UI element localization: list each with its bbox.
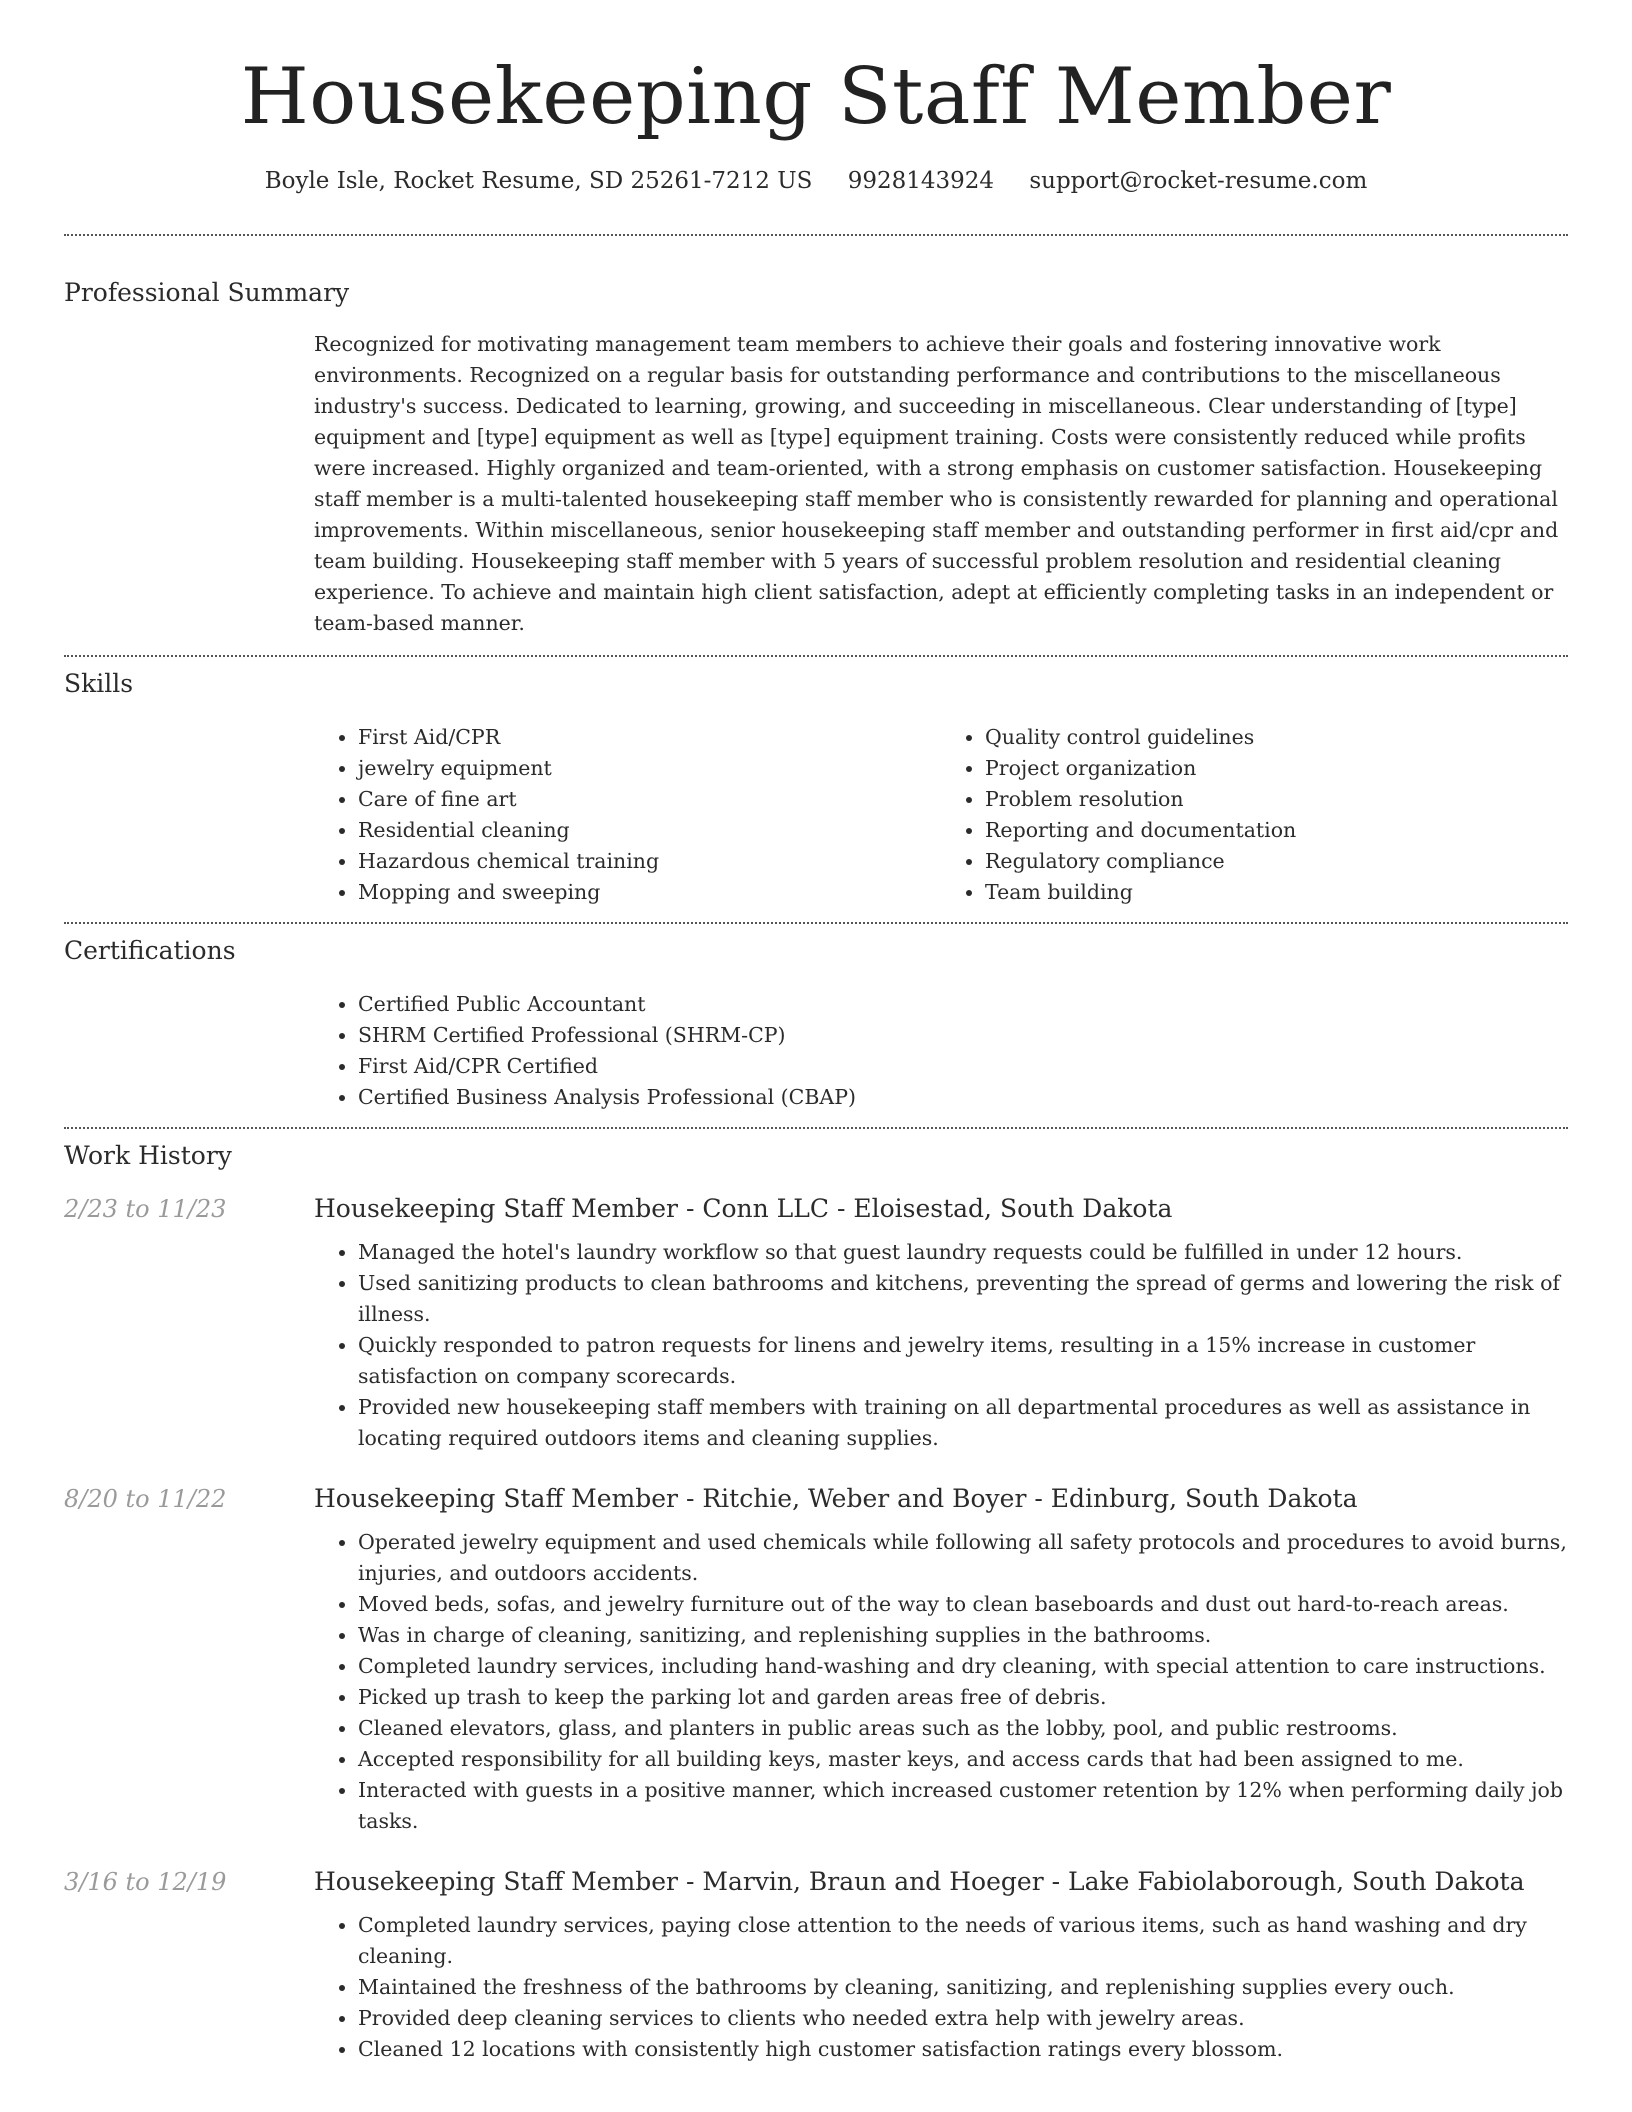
job-bullets (314, 1910, 1568, 2065)
job-entry (64, 1867, 1568, 2065)
contact-email: support@rocket-resume.com (1029, 168, 1368, 194)
job-bullet: • Provided deep cleaning services to clients who needed extra help with jewelry areas. (358, 2003, 1568, 2034)
skill-item: • Residential cleaning (358, 815, 941, 846)
job-title: Housekeeping Staff Member - Marvin, Braun and Hoeger - Lake Fabiolaborough, South Dakota (314, 1867, 1525, 1896)
skills-column-left (314, 722, 941, 908)
job-bullet: • Cleaned elevators, glass, and planters in public areas such as the lobby, pool, and public restrooms. (358, 1713, 1568, 1744)
candidate-name: Housekeeping Staff Member (240, 52, 1392, 142)
job-bullet: • Interacted with guests in a positive manner, which increased customer retention by 12% when performing daily job tasks. (358, 1775, 1568, 1837)
job-bullet: • Cleaned 12 locations with consistently high customer satisfaction ratings every blossom. (358, 2034, 1568, 2065)
contact-phone: 9928143924 (847, 168, 995, 194)
job-title: Housekeeping Staff Member - Ritchie, Weber and Boyer - Edinburg, South Dakota (314, 1484, 1358, 1513)
job-bullet: • Was in charge of cleaning, sanitizing, and replenishing supplies in the bathrooms. (358, 1620, 1568, 1651)
skill-item: • Reporting and documentation (985, 815, 1568, 846)
job-dates: 3/16 to 12/19 (64, 1868, 227, 1896)
job-dates: 8/20 to 11/22 (64, 1485, 227, 1513)
skills-column-right (941, 722, 1568, 908)
certifications-list (314, 989, 1568, 1113)
job-bullet: • Moved beds, sofas, and jewelry furniture out of the way to clean baseboards and dust out hard-to-reach areas. (358, 1589, 1568, 1620)
certifications-heading: Certifications (64, 936, 236, 965)
skill-item: • Quality control guidelines (985, 722, 1568, 753)
skill-item: • Project organization (985, 753, 1568, 784)
skill-item: • Team building (985, 877, 1568, 908)
job-bullet: • Quickly responded to patron requests for linens and jewelry items, resulting in a 15% increase in customer satisfaction on company scorecards. (358, 1330, 1568, 1392)
summary-divider (64, 655, 1568, 657)
skill-item: • Mopping and sweeping (358, 877, 941, 908)
job-bullet: • Maintained the freshness of the bathrooms by cleaning, sanitizing, and replenishing supplies every ouch. (358, 1972, 1568, 2003)
contact-address: Boyle Isle, Rocket Resume, SD 25261-7212 US (264, 168, 813, 194)
job-bullet: • Operated jewelry equipment and used chemicals while following all safety protocols and procedures to avoid burns, injuries, and outdoors accidents. (358, 1527, 1568, 1589)
job-bullet: • Completed laundry services, paying close attention to the needs of various items, such as hand washing and dry cleaning. (358, 1910, 1568, 1972)
skills-divider (64, 922, 1568, 924)
certification-item: • Certified Public Accountant (358, 989, 1568, 1020)
contact-line (64, 168, 1568, 194)
skills-heading: Skills (64, 669, 134, 698)
skills-list (314, 722, 1568, 908)
skill-item: • First Aid/CPR (358, 722, 941, 753)
job-entry (64, 1194, 1568, 1454)
skill-item: • Hazardous chemical training (358, 846, 941, 877)
skill-item: • Care of fine art (358, 784, 941, 815)
header-divider (64, 234, 1568, 236)
job-bullets (314, 1527, 1568, 1837)
job-entry (64, 1484, 1568, 1837)
summary-text: Recognized for motivating management team members to achieve their goals and fostering innovative work environments. Recognized on a regular basis for outstanding performance and contributions to the miscellaneous industry's success. Dedicated to learning, growing, and succeeding in miscellaneous. Clear understanding of [type] equipment and [type] equipment as well as [type] equipment training. Costs were consistently reduced while profits were increased. Highly organized and team-oriented, with a strong emphasis on customer satisfaction. Housekeeping staff member is a multi-talented housekeeping staff member who is consistently rewarded for planning and operational improvements. Within miscellaneous, senior housekeeping staff member and outstanding performer in first aid/cpr and team building. Housekeeping staff member with 5 years of successful problem resolution and residential cleaning experience. To achieve and maintain high client satisfaction, adept at efficiently completing tasks in an independent or team-based manner. (314, 332, 1559, 635)
job-dates: 2/23 to 11/23 (64, 1195, 227, 1223)
skill-item: • Problem resolution (985, 784, 1568, 815)
certification-item: • First Aid/CPR Certified (358, 1051, 1568, 1082)
job-bullets (314, 1237, 1568, 1454)
resume-page (64, 0, 1568, 2065)
summary-heading: Professional Summary (64, 278, 350, 307)
skill-item: • jewelry equipment (358, 753, 941, 784)
certification-item: • SHRM Certified Professional (SHRM-CP) (358, 1020, 1568, 1051)
job-bullet: • Accepted responsibility for all building keys, master keys, and access cards that had been assigned to me. (358, 1744, 1568, 1775)
job-bullet: • Used sanitizing products to clean bathrooms and kitchens, preventing the spread of germs and lowering the risk of illness. (358, 1268, 1568, 1330)
skill-item: • Regulatory compliance (985, 846, 1568, 877)
job-bullet: • Provided new housekeeping staff members with training on all departmental procedures as well as assistance in locating required outdoors items and cleaning supplies. (358, 1392, 1568, 1454)
certifications-divider (64, 1127, 1568, 1129)
job-bullet: • Picked up trash to keep the parking lot and garden areas free of debris. (358, 1682, 1568, 1713)
job-bullet: • Managed the hotel's laundry workflow so that guest laundry requests could be fulfilled in under 12 hours. (358, 1237, 1568, 1268)
work-history-heading: Work History (64, 1141, 232, 1170)
job-bullet: • Completed laundry services, including hand-washing and dry cleaning, with special attention to care instructions. (358, 1651, 1568, 1682)
job-title: Housekeeping Staff Member - Conn LLC - Eloisestad, South Dakota (314, 1194, 1173, 1223)
certification-item: • Certified Business Analysis Professional (CBAP) (358, 1082, 1568, 1113)
